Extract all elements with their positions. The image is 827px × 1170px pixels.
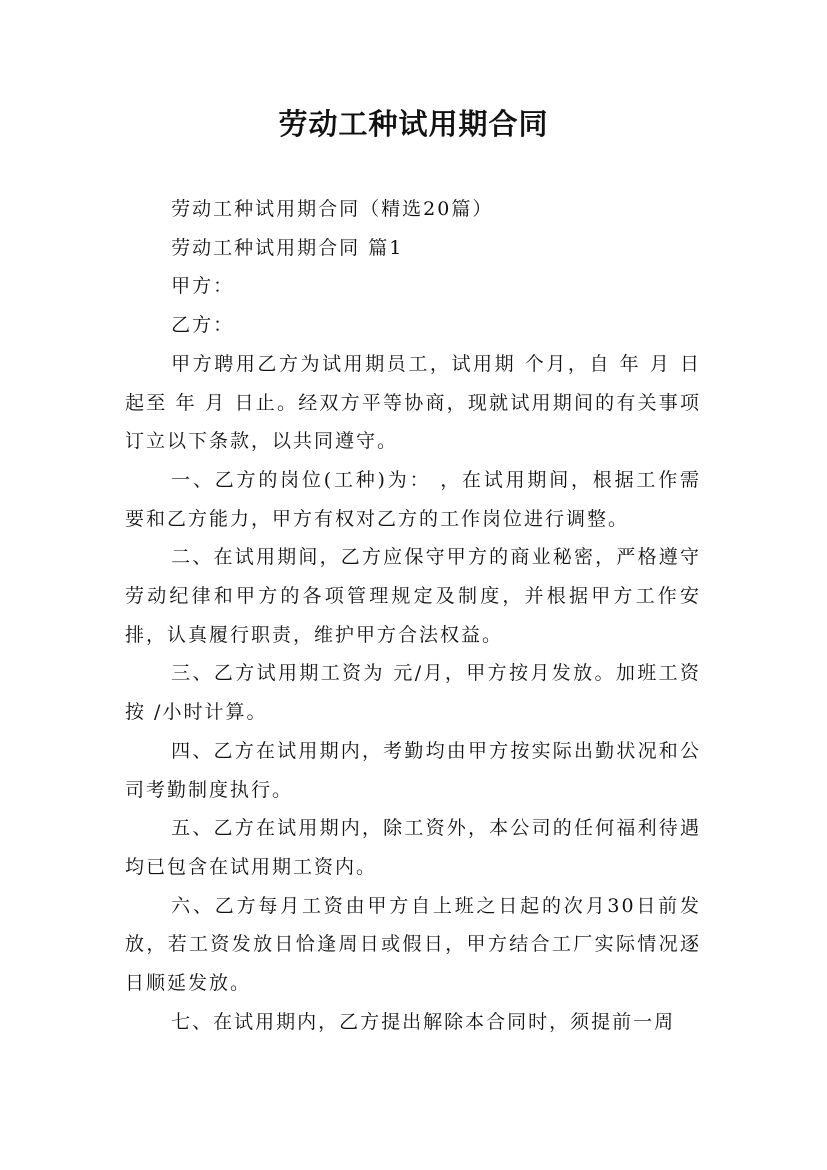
paragraph-subtitle: 劳动工种试用期合同（精选20篇） xyxy=(171,198,494,220)
paragraph-clause-7: 七、在试用期内，乙方提出解除本合同时，须提前一周 xyxy=(171,1010,676,1033)
paragraph-clause-4: 四、乙方在试用期内，考勤均由甲方按实际出勤状况和公司考勤制度执行。 xyxy=(125,739,701,801)
paragraph-party-b: 乙方： xyxy=(171,314,235,337)
paragraph-intro: 甲方聘用乙方为试用期员工，试用期 个月，自 年 月 日起至 年 月 日止。经双方平等协商，现就试用期间的有关事项订立以下条款，以共同遵守。 xyxy=(125,352,701,453)
paragraph-party-a: 甲方： xyxy=(171,275,235,298)
document-title: 劳动工种试用期合同 xyxy=(278,107,549,141)
paragraph-section-heading: 劳动工种试用期合同 篇1 xyxy=(171,236,404,259)
document-body xyxy=(125,190,701,1041)
paragraph-clause-1: 一、乙方的岗位(工种)为： ，在试用期间，根据工作需要和乙方能力，甲方有权对乙方的工作岗位进行调整。 xyxy=(125,468,701,530)
paragraph-clause-5: 五、乙方在试用期内，除工资外，本公司的任何福利待遇均已包含在试用期工资内。 xyxy=(125,817,701,878)
paragraph-clause-3: 三、乙方试用期工资为 元/月，甲方按月发放。加班工资按 /小时计算。 xyxy=(125,662,701,724)
paragraph-clause-6: 六、乙方每月工资由甲方自上班之日起的次月30日前发放，若工资发放日恰逢周日或假日，甲方结合工厂实际情况逐日顺延发放。 xyxy=(125,894,701,995)
paragraph-clause-2: 二、在试用期间，乙方应保守甲方的商业秘密，严格遵守劳动纪律和甲方的各项管理规定及制度，并根据甲方工作安排，认真履行职责，维护甲方合法权益。 xyxy=(125,546,701,646)
